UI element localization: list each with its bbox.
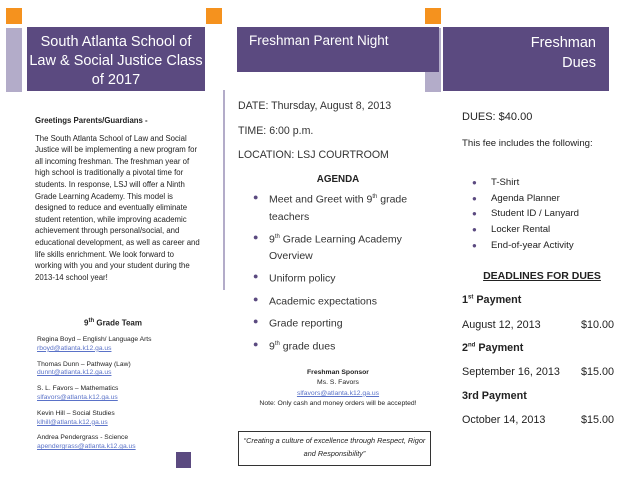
payment-date: August 12, 2013 xyxy=(462,319,541,331)
agenda-item: ● Academic expectations xyxy=(251,291,439,311)
greeting-heading: Greetings Parents/Guardians - xyxy=(35,116,148,125)
payment-heading: 2nd Payment xyxy=(462,342,524,354)
decor-bar-lavender xyxy=(223,90,225,290)
payment-date: October 14, 2013 xyxy=(462,414,546,426)
team-member: Andrea Pendergrass - Science apendergrass@atlanta.k12.ga.us xyxy=(37,434,202,452)
decor-square-lavender-1 xyxy=(6,28,22,92)
payment-heading: 3rd Payment xyxy=(462,390,527,402)
team-title: 9th Grade Team xyxy=(84,318,142,328)
agenda-item: ● Uniform policy xyxy=(251,268,439,288)
sponsor-email-link[interactable]: slfavors@atlanta.k12.ga.us xyxy=(296,389,380,397)
payment-heading: 1st Payment xyxy=(462,294,522,306)
team-member: Thomas Dunn – Pathway (Law) dunnt@atlanta.k12.ga.us xyxy=(37,361,202,379)
parent-night-banner xyxy=(237,27,439,72)
payment-date: September 16, 2013 xyxy=(462,366,560,378)
agenda-item: ● 9th grade dues xyxy=(251,336,439,356)
motto-text: “Creating a culture of excellence through Respect, Rigor and Responsibility” xyxy=(243,436,426,458)
payment-row xyxy=(462,366,614,378)
team-email-link[interactable]: klhill@atlanta.k12.ga.us xyxy=(37,418,108,426)
dues-item: ● Locker Rental xyxy=(463,222,623,238)
dues-title-line1: Freshman xyxy=(530,35,596,51)
greeting-body: The South Atlanta School of Law and Social Justice will be implementing a new program for all incoming freshman. The freshman year of high school is traditionally a pivotal time for students. In response, LSJ will offer a Ninth Grade Learning Academy. This model is designed to reduce and eventually eliminate student retention, while improving academic achievement through personal/social, and educational development, as well as career and life skills enrichment. We look forward to working with you and your student during the 2013-14 school year! xyxy=(35,133,200,282)
sponsor-note: Note: Only cash and money orders will be accepted! xyxy=(259,400,417,408)
event-info xyxy=(238,94,391,168)
school-title-banner xyxy=(27,27,205,91)
parent-night-title: Freshman Parent Night xyxy=(249,33,389,48)
school-title: South Atlanta School of Law & Social Justice Class of 2017 xyxy=(29,34,203,88)
motto-box xyxy=(238,431,431,466)
payment-amount: $15.00 xyxy=(580,366,614,378)
payment-amount: $15.00 xyxy=(580,414,614,426)
payment-row xyxy=(462,414,614,426)
team-member: S. L. Favors – Mathematics slfavors@atlanta.k12.ga.us xyxy=(37,385,202,403)
event-time: TIME: 6:00 p.m. xyxy=(238,124,314,137)
team-member: Kevin Hill – Social Studies klhill@atlanta.k12.ga.us xyxy=(37,410,202,428)
dues-item: ● Agenda Planner xyxy=(463,191,623,207)
dues-banner xyxy=(443,27,609,91)
team-list xyxy=(37,336,202,459)
sponsor-name: Ms. S. Favors xyxy=(317,379,359,387)
decor-square-orange-2 xyxy=(206,8,222,24)
dues-item: ● End-of-year Activity xyxy=(463,238,623,254)
dues-item: ● T-Shirt xyxy=(463,175,623,191)
decor-square-orange-1 xyxy=(6,8,22,24)
event-location: LOCATION: LSJ COURTROOM xyxy=(238,149,389,161)
team-email-link[interactable]: rboyd@atlanta.k12.ga.us xyxy=(37,344,112,352)
dues-item: ● Student ID / Lanyard xyxy=(463,206,623,222)
event-date: DATE: Thursday, August 8, 2013 xyxy=(238,100,392,112)
payment-row xyxy=(462,319,614,331)
agenda-title: AGENDA xyxy=(316,174,360,185)
dues-items-list xyxy=(463,175,623,254)
team-email-link[interactable]: apendergrass@atlanta.k12.ga.us xyxy=(37,443,136,451)
decor-square-orange-3 xyxy=(425,8,441,24)
dues-includes: This fee includes the following: xyxy=(462,138,593,149)
greeting-section xyxy=(35,115,200,283)
sponsor-title: Freshman Sponsor xyxy=(307,369,369,376)
sponsor-section xyxy=(238,368,438,410)
deadlines-title: DEADLINES FOR DUES xyxy=(483,270,601,282)
team-email-link[interactable]: dunnt@atlanta.k12.ga.us xyxy=(37,369,112,377)
team-member: Regina Boyd – English/ Language Arts rboyd@atlanta.k12.ga.us xyxy=(37,336,202,354)
agenda-item: ● Grade reporting xyxy=(251,313,439,333)
dues-amount: DUES: $40.00 xyxy=(462,111,533,123)
agenda-item: ● Meet and Greet with 9th grade teachers xyxy=(251,189,439,226)
agenda-item: ● 9th Grade Learning Academy Overview xyxy=(251,229,439,266)
team-email-link[interactable]: slfavors@atlanta.k12.ga.us xyxy=(37,393,118,401)
dues-title-line2: Dues xyxy=(562,55,596,71)
payment-amount: $10.00 xyxy=(580,319,614,331)
agenda-list xyxy=(251,189,439,358)
